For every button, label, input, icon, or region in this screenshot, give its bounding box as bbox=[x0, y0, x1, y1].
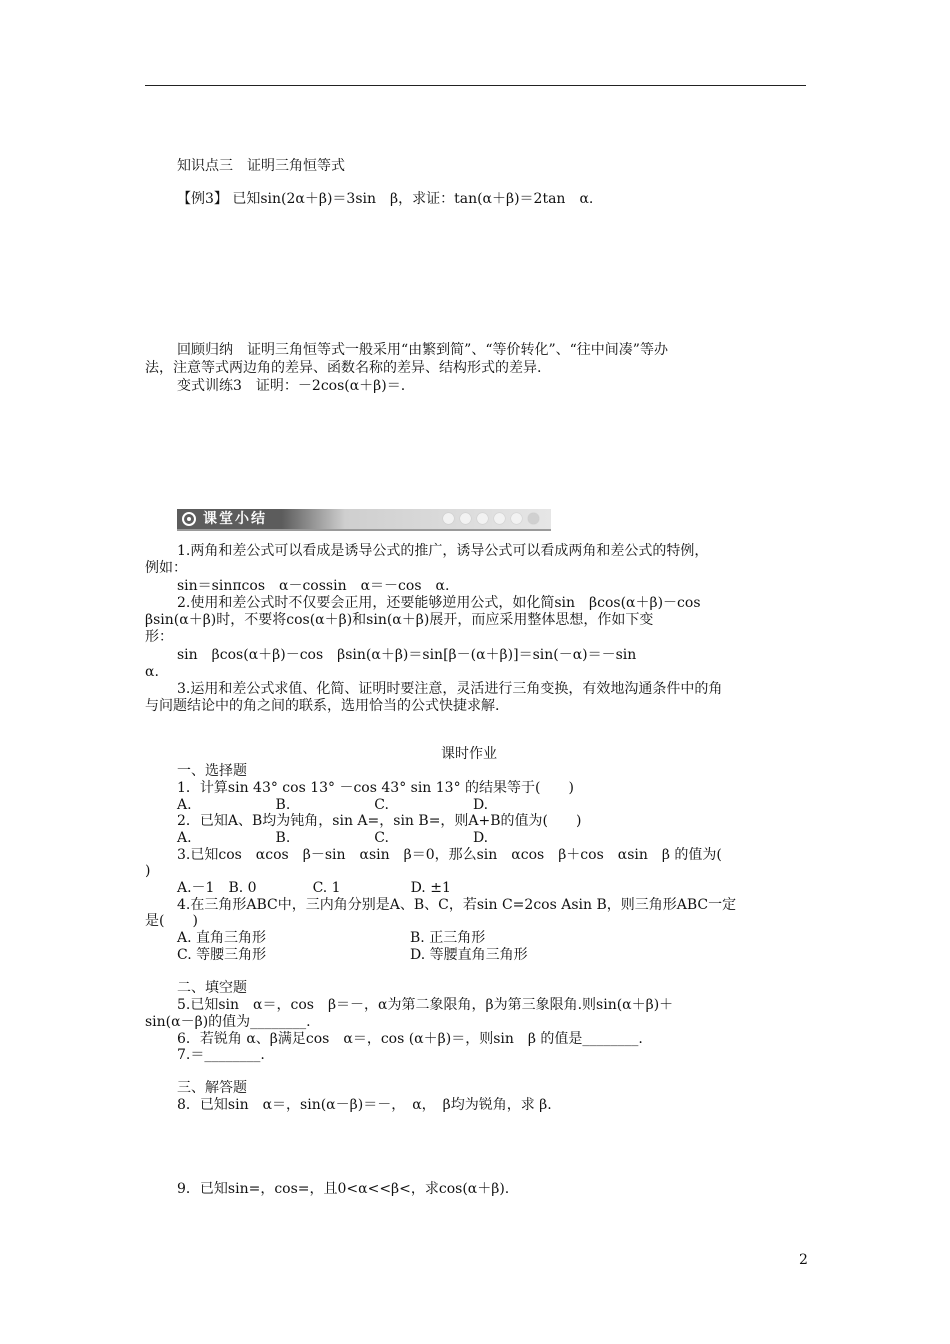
question-3-cont: ) bbox=[145, 863, 151, 879]
page-number: 2 bbox=[799, 1252, 808, 1268]
target-circle-icon bbox=[182, 512, 196, 526]
summary-line-10: 与问题结论中的角之间的联系，选用恰当的公式快捷求解. bbox=[145, 698, 500, 714]
summary-line-3: sin＝sinπcos α－cossin α＝－cos α. bbox=[177, 578, 450, 594]
review-line-2: 法，注意等式两边角的差异、函数名称的差异、结构形式的差异. bbox=[145, 360, 542, 376]
part-1-heading: 一、选择题 bbox=[177, 763, 247, 779]
question-4: 4.在三角形ABC中，三内角分别是A、B、C，若sin C=2cos Asin B，则三角形ABC一定 bbox=[177, 897, 737, 913]
question-2-options: A. B. C. D. bbox=[177, 830, 489, 846]
question-4-cont: 是( ) bbox=[145, 913, 198, 929]
question-4-option-b: B. 正三角形 bbox=[410, 930, 486, 946]
dot-icon bbox=[477, 513, 488, 524]
question-7: 7.＝________. bbox=[177, 1047, 265, 1063]
question-5: 5.已知sin α＝，cos β＝－，α为第二象限角，β为第三象限角.则sin(α＋β)＋ bbox=[177, 997, 674, 1013]
homework-title: 课时作业 bbox=[441, 746, 497, 762]
variant-training-3: 变式训练3 证明：－2cos(α＋β)＝. bbox=[177, 378, 406, 394]
question-6: 6．若锐角 α、β满足cos α＝，cos (α＋β)＝，则sin β 的值是________. bbox=[177, 1031, 643, 1047]
question-4-option-d: D. 等腰直角三角形 bbox=[410, 947, 528, 963]
example-3: 【例3】 已知sin(2α＋β)＝3sin β，求证：tan(α＋β)＝2tan α. bbox=[177, 191, 594, 207]
summary-line-2: 例如： bbox=[145, 560, 187, 576]
class-summary-banner bbox=[177, 509, 551, 531]
summary-line-5: βsin(α＋β)时，不要将cos(α＋β)和sin(α＋β)展开，而应采用整体思想，作如下变 bbox=[145, 612, 654, 628]
summary-line-8: α. bbox=[145, 664, 159, 680]
question-8: 8．已知sin α＝，sin(α－β)＝－， α， β均为锐角，求 β. bbox=[177, 1097, 552, 1113]
summary-line-9: 3.运用和差公式求值、化简、证明时要注意，灵活进行三角变换，有效地沟通条件中的角 bbox=[177, 681, 723, 697]
question-3-options: A.－1 B. 0 C. 1 D. ±1 bbox=[177, 880, 451, 896]
section-heading: 知识点三 证明三角恒等式 bbox=[177, 158, 345, 174]
question-1: 1．计算sin 43° cos 13° －cos 43° sin 13° 的结果等于( ) bbox=[177, 780, 574, 796]
question-3: 3.已知cos αcos β－sin αsin β＝0，那么sin αcos β＋cos αsin β 的值为( bbox=[177, 847, 722, 863]
dot-icon bbox=[511, 513, 522, 524]
dot-icon bbox=[528, 513, 539, 524]
question-1-options: A. B. C. D. bbox=[177, 797, 489, 813]
question-2: 2．已知A、B均为钝角，sin A=，sin B=，则A+B的值为( ) bbox=[177, 813, 582, 829]
part-3-heading: 三、解答题 bbox=[177, 1080, 247, 1096]
review-line-1: 回顾归纳 证明三角恒等式一般采用“由繁到简”、“等价转化”、“往中间凑”等办 bbox=[177, 342, 668, 358]
question-5-cont: sin(α－β)的值为________. bbox=[145, 1014, 311, 1030]
summary-line-7: sin βcos(α＋β)－cos βsin(α＋β)＝sin[β－(α＋β)]＝sin(－α)＝－sin bbox=[177, 647, 637, 663]
header-rule bbox=[145, 85, 806, 86]
dot-icon bbox=[494, 513, 505, 524]
part-2-heading: 二、填空题 bbox=[177, 980, 247, 996]
question-9: 9．已知sin=，cos=，且0<α<<β<，求cos(α＋β). bbox=[177, 1181, 510, 1197]
dot-icon bbox=[460, 513, 471, 524]
dot-icon bbox=[443, 513, 454, 524]
summary-line-6: 形： bbox=[145, 629, 173, 645]
summary-line-1: 1.两角和差公式可以看成是诱导公式的推广，诱导公式可以看成两角和差公式的特例， bbox=[177, 543, 709, 559]
banner-title: 课堂小结 bbox=[203, 511, 267, 527]
decorative-dots bbox=[443, 513, 539, 524]
question-4-option-c: C. 等腰三角形 bbox=[177, 947, 267, 963]
summary-line-4: 2.使用和差公式时不仅要会正用，还要能够逆用公式，如化简sin βcos(α＋β)－cos bbox=[177, 595, 701, 611]
question-4-option-a: A. 直角三角形 bbox=[177, 930, 267, 946]
